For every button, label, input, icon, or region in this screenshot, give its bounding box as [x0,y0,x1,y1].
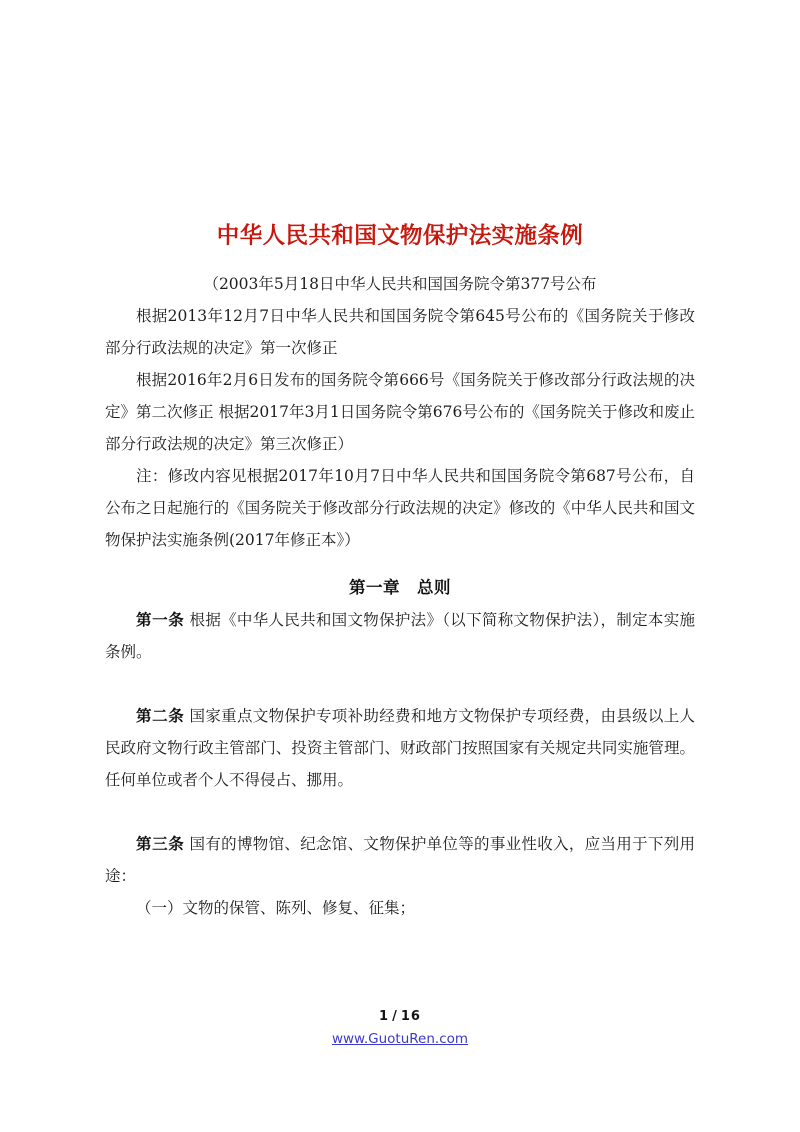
article-text: 根据《中华人民共和国文物保护法》（以下简称文物保护法），制定本实施条例。 [105,611,695,661]
spacer [105,796,695,828]
preamble-line-2: 根据2013年12月7日中华人民共和国国务院令第645号公布的《国务院关于修改部分行政法规的决定》第一次修正 [105,307,695,357]
current-page-number: 1 [379,1009,390,1024]
article-marker: 第一条 [136,611,185,629]
total-page-count: 16 [400,1009,421,1024]
preamble-note: 注：修改内容见根据2017年10月7日中华人民共和国国务院令第687号公布，自公布之日起施行的《国务院关于修改部分行政法规的决定》修改的《中华人民共和国文物保护法实施条例(2017年修正本》） [105,467,695,549]
article-paragraph [105,604,695,668]
page-separator: / [392,1009,398,1024]
spacer [105,556,695,572]
article-marker: 第三条 [136,835,185,853]
site-url-link[interactable]: www.GuotuRen.com [331,1031,469,1047]
preamble-line-3: 根据2016年2月6日发布的国务院令第666号《国务院关于修改部分行政法规的决定》第二次修正 根据2017年3月1日国务院令第676号公布的《国务院关于修改和废止部分行政法规的决定》第三次修正） [105,371,695,453]
article-marker: 第二条 [136,707,185,725]
chapter-heading: 第一章 总则 [349,578,451,597]
spacer [105,668,695,700]
article-text: 国有的博物馆、纪念馆、文物保护单位等的事业性收入，应当用于下列用途： [105,835,696,885]
document-body [105,218,695,924]
list-item: （一）文物的保管、陈列、修复、征集； [136,899,416,917]
article-text: 国家重点文物保护专项补助经费和地方文物保护专项经费，由县级以上人民政府文物行政主管部门、投资主管部门、财政部门按照国家有关规定共同实施管理。任何单位或者个人不得侵占、挪用。 [105,707,696,789]
page-footer [0,1008,800,1048]
page-title: 中华人民共和国文物保护法实施条例 [216,223,584,249]
article-paragraph [105,700,695,796]
article-paragraph [105,828,695,892]
preamble-line-1: （2003年5月18日中华人民共和国国务院令第377号公布 [203,275,597,293]
page-number [0,1008,800,1026]
